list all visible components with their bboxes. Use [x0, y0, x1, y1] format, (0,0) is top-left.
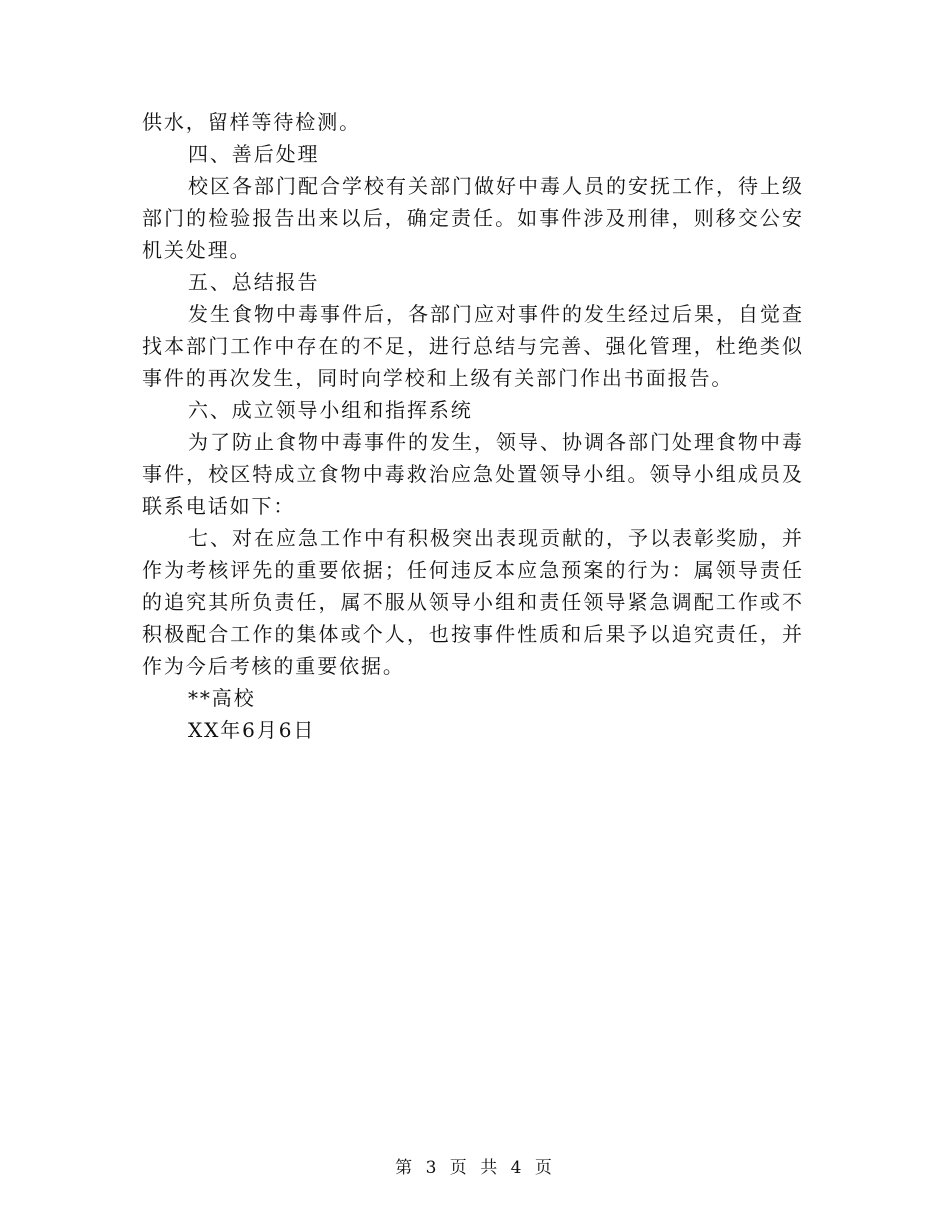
signature-organization: **高校 [188, 686, 256, 710]
section-heading: 五、总结报告 [188, 270, 320, 294]
document-body [142, 106, 802, 746]
body-line: 机关处理。 [142, 238, 252, 262]
body-line: 作为今后考核的重要依据。 [142, 654, 405, 678]
body-line: 联系电话如下： [142, 494, 296, 518]
body-line: 事件的再次发生，同时向学校和上级有关部门作出书面报告。 [142, 366, 734, 390]
body-line: 为了防止食物中毒事件的发生，领导、协调各部门处理食物中毒 [188, 430, 802, 454]
body-line: 作为考核评先的重要依据；任何违反本应急预案的行为：属领导责任 [142, 558, 802, 582]
page-number-footer: 第 3 页 共 4 页 [395, 1158, 555, 1178]
body-line: 事件，校区特成立食物中毒救治应急处置领导小组。领导小组成员及 [142, 462, 802, 486]
body-line: 发生食物中毒事件后，各部门应对事件的发生经过后果，自觉查 [188, 302, 802, 326]
section-heading: 六、成立领导小组和指挥系统 [188, 398, 473, 422]
section-heading: 四、善后处理 [188, 142, 320, 166]
body-line: 找本部门工作中存在的不足，进行总结与完善、强化管理，杜绝类似 [142, 334, 802, 358]
body-line: 的追究其所负责任，属不服从领导小组和责任领导紧急调配工作或不 [142, 590, 802, 614]
body-line: 部门的检验报告出来以后，确定责任。如事件涉及刑律，则移交公安 [142, 206, 802, 230]
body-line: 供水，留样等待检测。 [142, 110, 361, 134]
signature-date: XX年6月6日 [188, 718, 316, 742]
body-line: 积极配合工作的集体或个人，也按事件性质和后果予以追究责任，并 [142, 622, 802, 646]
body-line: 七、对在应急工作中有积极突出表现贡献的，予以表彰奖励，并 [188, 526, 802, 550]
body-line: 校区各部门配合学校有关部门做好中毒人员的安抚工作，待上级 [188, 174, 802, 198]
